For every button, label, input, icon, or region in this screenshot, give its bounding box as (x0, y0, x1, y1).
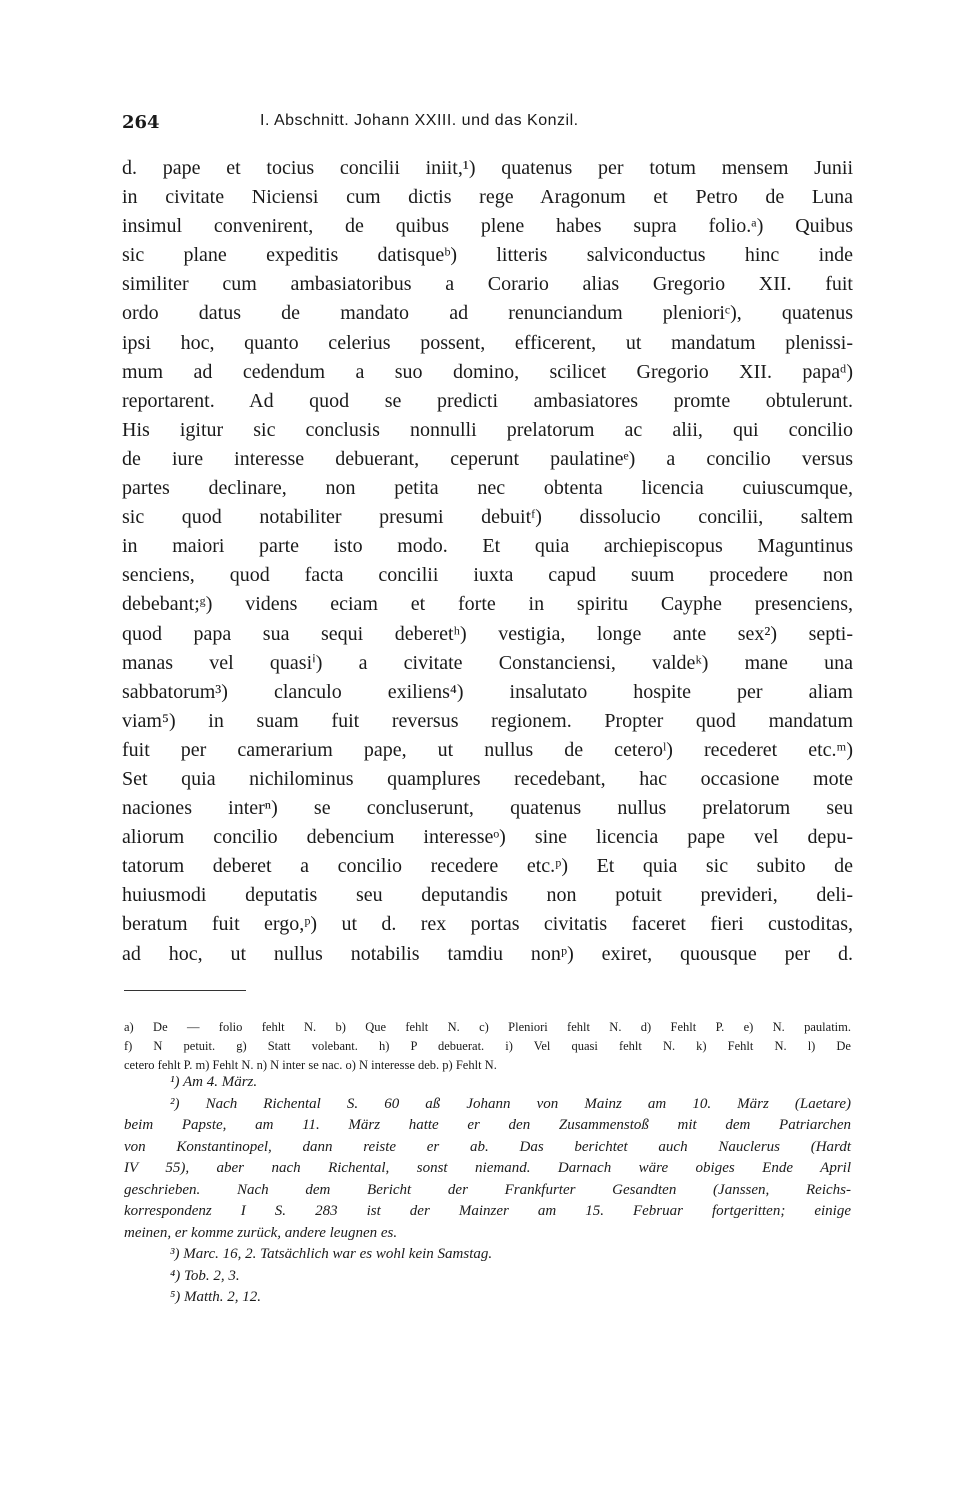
variant-note-line: cetero fehlt P. m) Fehlt N. n) N inter se nac. o) N interesse deb. p) Fehlt N. (124, 1058, 497, 1072)
text-line: sic quod notabiliter presumi debuitᶠ) dissolucio concilii, saltem (122, 506, 853, 529)
text-line: reportarent. Ad quod se predicti ambasiatores promte obtulerunt. (122, 389, 853, 412)
text-line: aliorum concilio debencium interesseᵒ) sine licencia pape vel depu- (122, 826, 853, 849)
variant-note-line: a) De — folio fehlt N. b) Que fehlt N. c) Pleniori fehlt N. d) Fehlt P. e) N. paulatim. (124, 1020, 851, 1034)
variant-note-line: f) N petuit. g) Statt volebant. h) P debuerat. i) Vel quasi fehlt N. k) Fehlt N. l) De (124, 1039, 851, 1053)
footnote-2-line: ²) Nach Richental S. 60 aß Johann von Mainz am 10. März (Laetare) (170, 1095, 851, 1112)
footnote-2-line: geschrieben. Nach dem Bericht der Frankfurter Gesandten (Janssen, Reichs- (124, 1181, 851, 1198)
text-line: in civitate Niciensi cum dictis rege Aragonum et Petro de Luna (122, 186, 853, 209)
text-line: d. pape et tocius concilii iniit,¹) quatenus per totum mensem Junii (122, 157, 853, 179)
text-line: sabbatorum³) clanculo exiliens⁴) insalutato hospite per aliam (122, 680, 853, 703)
main-text (122, 154, 853, 969)
running-title: I. Abschnitt. Johann XXIII. und das Konzil. (260, 112, 579, 129)
text-line: naciones interⁿ) se concluserunt, quatenus nullus prelatorum seu (122, 797, 853, 820)
text-line: quod papa sua sequi deberetʰ) vestigia, longe ante sex²) septi- (122, 622, 853, 645)
footnote-5: ⁵) Matth. 2, 12. (170, 1289, 262, 1305)
text-line: fuit per camerarium pape, ut nullus de ceteroˡ) recederet etc.ᵐ) (122, 738, 853, 761)
text-variants-apparatus (124, 1018, 851, 1075)
text-line: mum ad cedendum a suo domino, scilicet Gregorio XII. papaᵈ) (122, 360, 853, 383)
text-line: senciens, quod facta concilii iuxta capud suum procedere non (122, 564, 853, 587)
footnote-3: ³) Marc. 16, 2. Tatsächlich war es wohl kein Samstag. (170, 1246, 493, 1262)
text-line: huiusmodi deputatis seu deputandis non potuit previderi, deli- (122, 884, 853, 907)
numbered-footnotes (124, 1072, 851, 1309)
footnote-4: ⁴) Tob. 2, 3. (170, 1267, 240, 1284)
footnote-2-line: korrespondenz I S. 283 ist der Mainzer am 15. Februar fortgeritten; einige (124, 1203, 851, 1219)
footnote-2-line: von Konstantinopel, dann reiste er ab. Das berichtet auch Nauclerus (Hardt (124, 1138, 851, 1155)
text-line: tatorum deberet a concilio recedere etc.ᵖ) Et quia sic subito de (122, 855, 853, 878)
text-line: in maiori parte isto modo. Et quia archiepiscopus Maguntinus (122, 535, 853, 558)
text-line: viam⁵) in suam fuit reversus regionem. Propter quod mandatum (122, 709, 853, 732)
text-line: ordo datus de mandato ad renunciandum plenioriᶜ), quatenus (122, 302, 853, 325)
text-line: similiter cum ambasiatoribus a Corario alias Gregorio XII. fuit (122, 273, 853, 296)
footnote-2-line: beim Papste, am 11. März hatte er den Zusammenstoß mit dem Patriarchen (124, 1117, 851, 1133)
text-line: manas vel quasiⁱ) a civitate Constanciensi, valdeᵏ) mane una (122, 651, 853, 674)
text-line: debebant;ᵍ) videns eciam et forte in spiritu Cayphe presenciens, (122, 593, 853, 616)
text-line: ad hoc, ut nullus notabilis tamdiu nonᵖ) exiret, quousque per d. (122, 942, 853, 965)
text-line: insimul convenirent, de quibus plene habes supra folio.ᵃ) Quibus (122, 215, 853, 238)
footnote-1: ¹) Am 4. März. (170, 1074, 258, 1090)
footnote-divider (124, 990, 246, 991)
text-line: sic plane expeditis datisqueᵇ) litteris salviconductus hinc inde (122, 244, 853, 267)
footnote-2-line: IV 55), aber nach Richental, sonst niemand. Darnach wäre obiges Ende April (124, 1160, 851, 1176)
text-line: His igitur sic conclusis nonnulli prelatorum ac alii, qui concilio (122, 418, 853, 441)
text-line: beratum fuit ergo,ᵖ) ut d. rex portas civitatis faceret fieri custoditas, (122, 913, 853, 936)
page-number: 264 (122, 112, 160, 133)
text-line: Set quia nichilominus quamplures recedebant, hac occasione mote (122, 767, 853, 790)
text-line: partes declinare, non petita nec obtenta licencia cuiuscumque, (122, 477, 853, 500)
page-header (122, 112, 852, 133)
text-line: ipsi hoc, quanto celerius possent, efficerent, ut mandatum plenissi- (122, 331, 853, 354)
text-line: de iure interesse debuerant, ceperunt paulatineᵉ) a concilio versus (122, 447, 853, 470)
footnote-2-line: meinen, er komme zurück, andere leugnen es. (124, 1224, 398, 1241)
